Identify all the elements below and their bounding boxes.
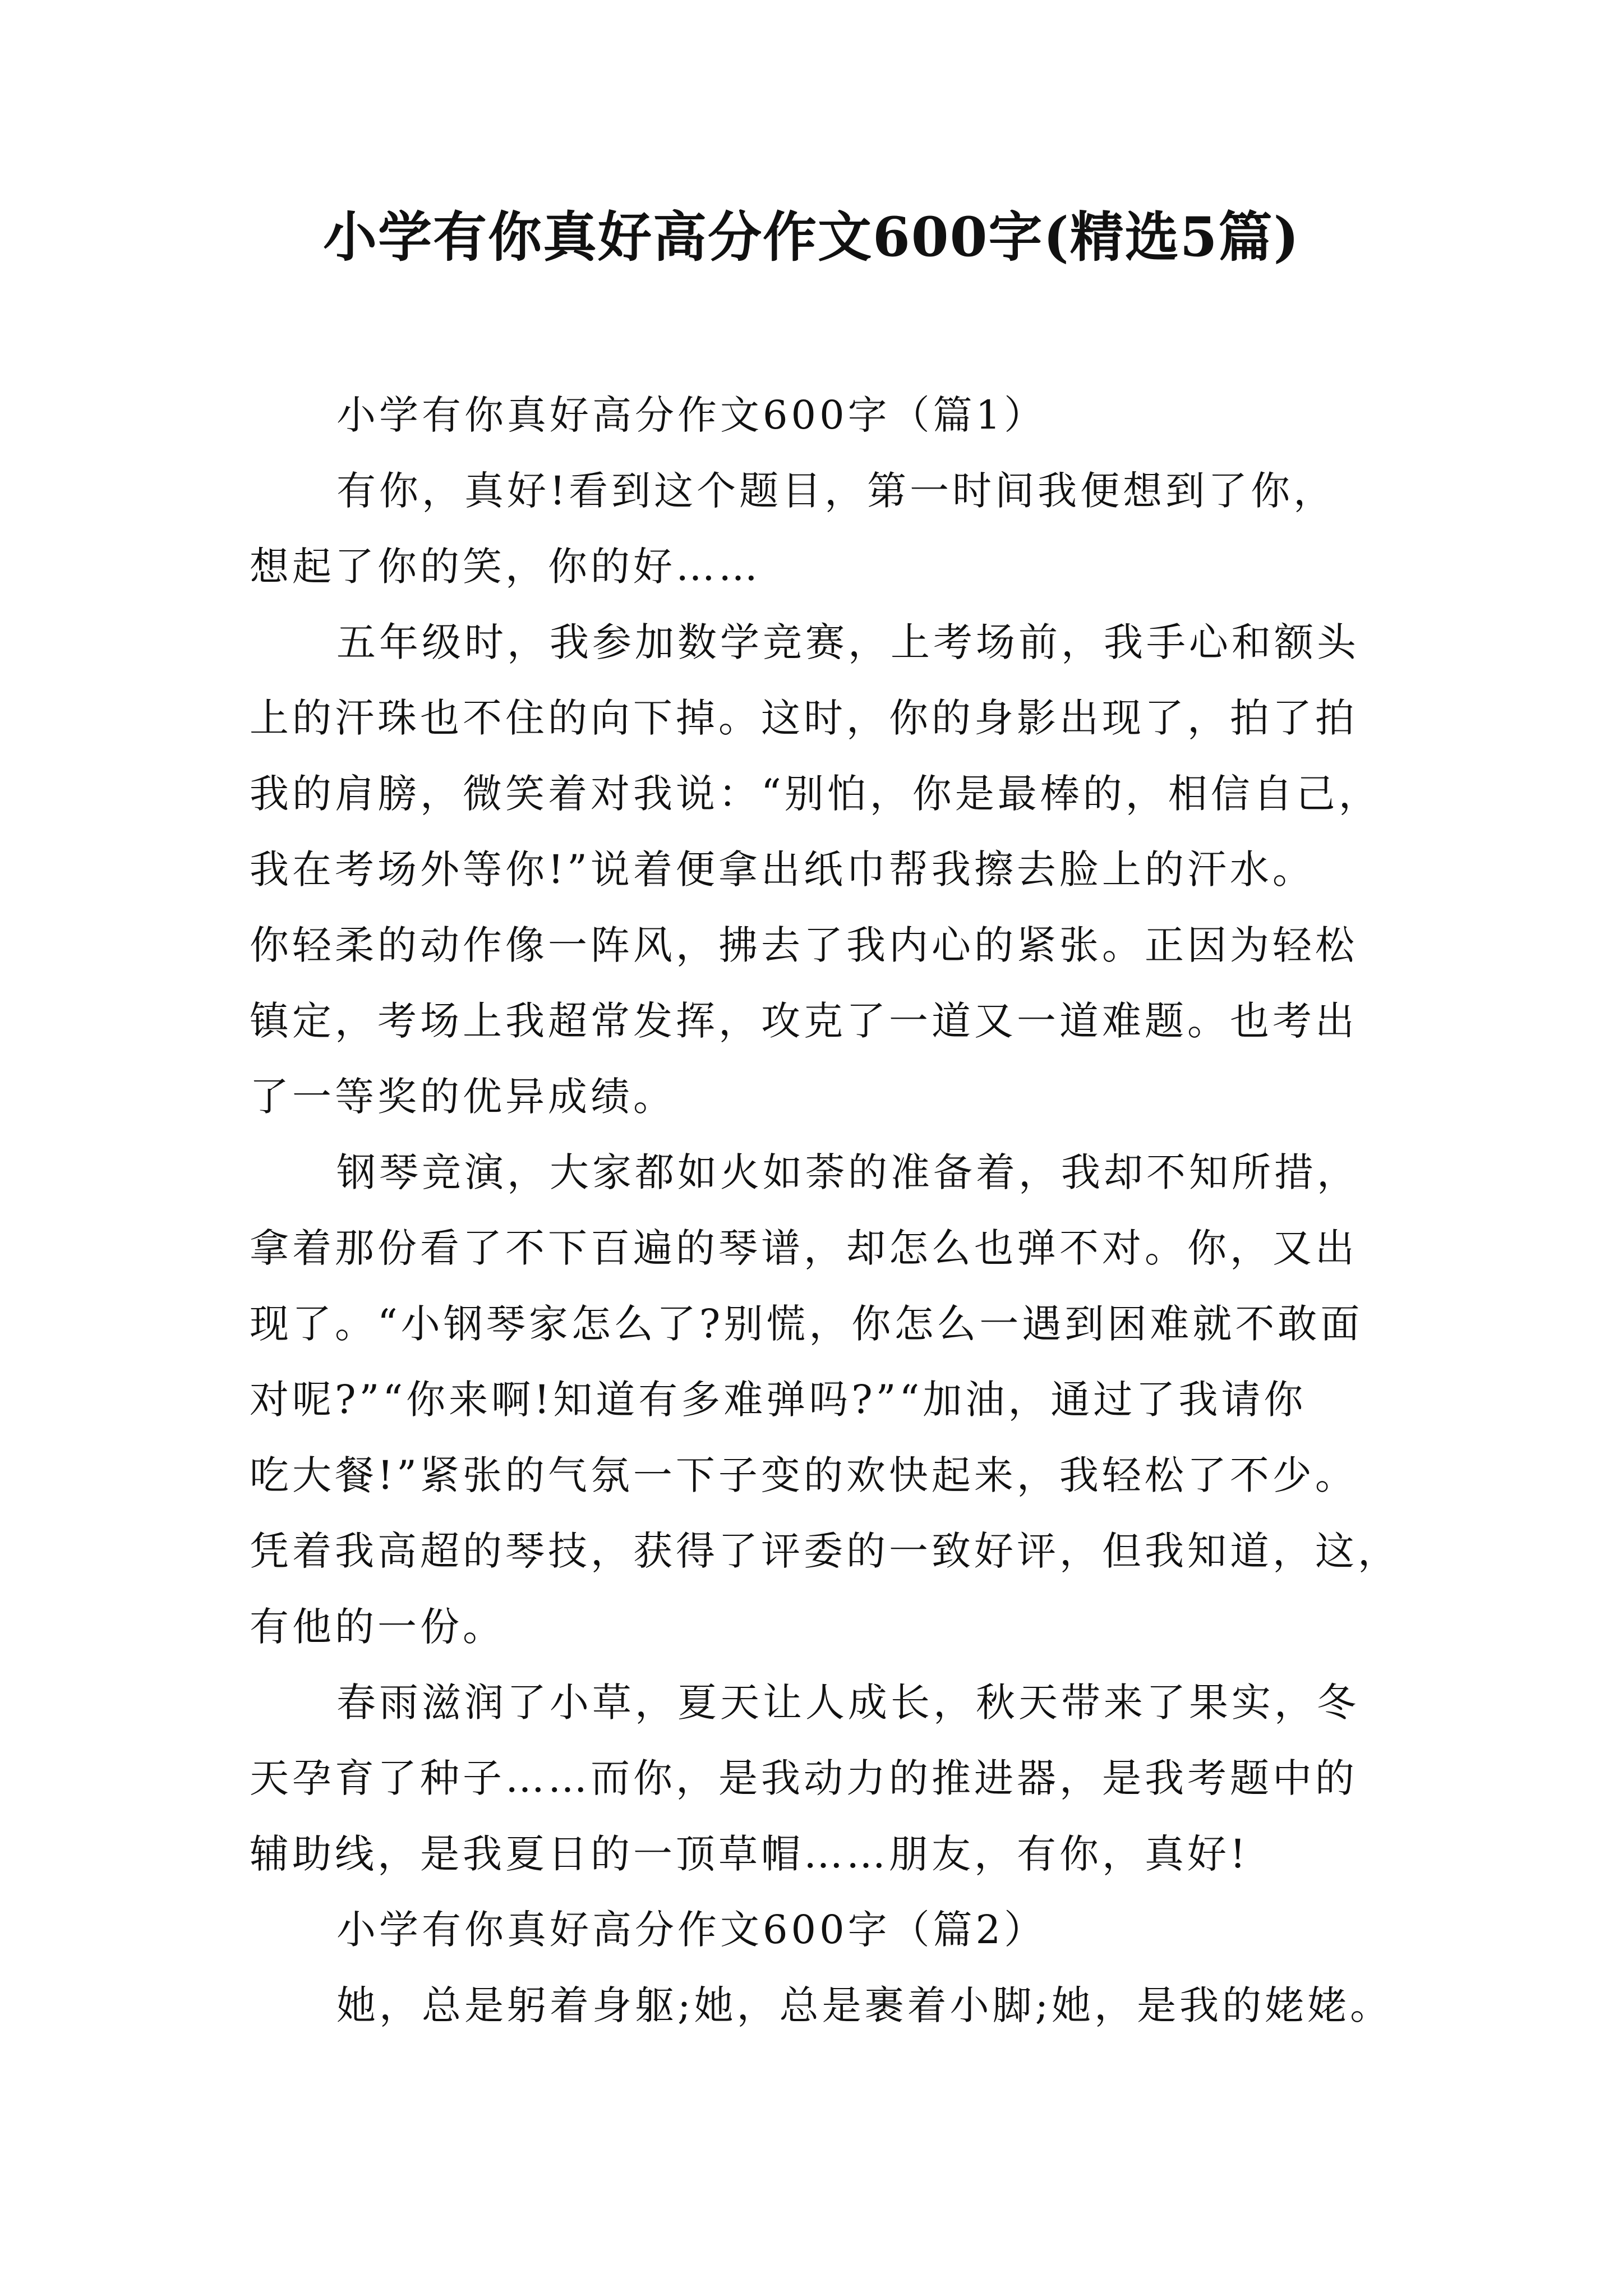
paragraph-line: 对呢?”“你来啊!知道有多难弹吗?”“加油，通过了我请你 [250,1377,1307,1423]
section-heading: 小学有你真好高分作文600字（篇2） [336,1907,1047,1953]
paragraph-line: 凭着我高超的琴技，获得了评委的一致好评，但我知道，这， [250,1528,1400,1574]
document-title: 小学有你真好高分作文600字(精选5篇) [322,205,1301,269]
paragraph-line: 春雨滋润了小草，夏天让人成长，秋天带来了果实，冬 [336,1680,1359,1726]
paragraph-line: 我在考场外等你!”说着便拿出纸巾帮我擦去脸上的汗水。 [250,846,1315,892]
paragraph-line: 想起了你的笑，你的好…… [250,544,761,590]
paragraph-line: 现了。“小钢琴家怎么了?别慌，你怎么一遇到困难就不敢面 [250,1301,1363,1347]
paragraph-line: 她，总是躬着身躯;她，总是裹着小脚;她，是我的姥姥。 [336,1982,1393,2028]
section-heading: 小学有你真好高分作文600字（篇1） [336,392,1047,438]
paragraph-line: 有你，真好!看到这个题目，第一时间我便想到了你， [336,468,1336,514]
paragraph-line: 上的汗珠也不住的向下掉。这时，你的身影出现了，拍了拍 [250,695,1358,741]
paragraph-line: 我的肩膀，微笑着对我说：“别怕，你是最棒的，相信自己， [250,771,1381,817]
paragraph-line: 镇定，考场上我超常发挥，攻克了一道又一道难题。也考出 [250,998,1358,1044]
paragraph-line: 吃大餐!”紧张的气氛一下子变的欢快起来，我轻松了不少。 [250,1452,1358,1498]
paragraph-line: 有他的一份。 [250,1604,505,1650]
paragraph-line: 天孕育了种子……而你，是我动力的推进器，是我考题中的 [250,1755,1358,1801]
paragraph-line: 辅助线，是我夏日的一顶草帽……朋友，有你，真好! [250,1831,1249,1877]
paragraph-line: 了一等奖的优异成绩。 [250,1074,676,1120]
paragraph-line: 钢琴竞演，大家都如火如荼的准备着，我却不知所措， [336,1149,1359,1195]
paragraph-line: 拿着那份看了不下百遍的琴谱，却怎么也弹不对。你，又出 [250,1225,1358,1271]
paragraph-line: 你轻柔的动作像一阵风，拂去了我内心的紧张。正因为轻松 [250,922,1358,968]
paragraph-line: 五年级时，我参加数学竞赛，上考场前，我手心和额头 [336,619,1359,665]
